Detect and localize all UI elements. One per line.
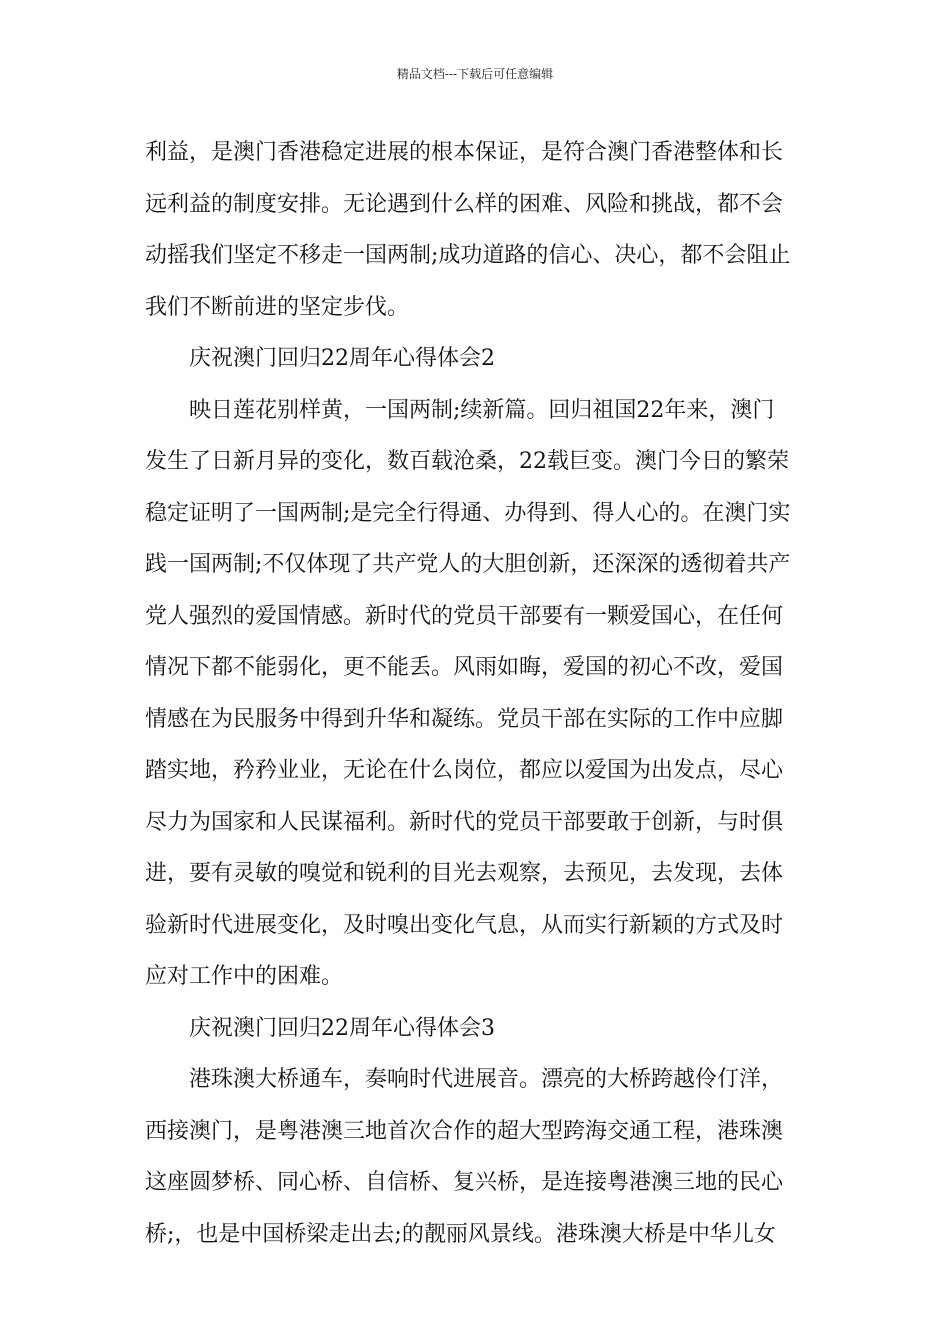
text-line: 验新时代进展变化，及时嗅出变化气息，从而实行新颖的方式及时 (145, 912, 784, 938)
text-line: 尽力为国家和人民谋福利。新时代的党员干部要敢于创新，与时俱 (145, 809, 784, 835)
text-line: 动摇我们坚定不移走一国两制;成功道路的信心、决心，都不会阻止 (145, 243, 791, 268)
text-line: 这座圆梦桥、同心桥、自信桥、复兴桥，是连接粤港澳三地的民心 (145, 1170, 784, 1195)
text-line: 应对工作中的困难。 (145, 964, 344, 989)
text-line: 稳定证明了一国两制;是完全行得通、办得到、得人心的。在澳门实 (145, 500, 791, 526)
text-line: 发生了日新月异的变化，数百载沧桑，22载巨变。澳门今日的繁荣 (145, 449, 789, 474)
text-line: 利益，是澳门香港稳定进展的根本保证，是符合澳门香港整体和长 (145, 140, 784, 165)
text-line: 踏实地，矜矜业业，无论在什么岗位，都应以爱国为出发点，尽心 (145, 758, 784, 783)
text-line: 西接澳门，是粤港澳三地首次合作的超大型跨海交通工程，港珠澳 (145, 1118, 784, 1144)
text-line: 我们不断前进的坚定步伐。 (145, 294, 410, 320)
text-line: 情感在为民服务中得到升华和凝练。党员干部在实际的工作中应脚 (145, 706, 784, 732)
text-line: 远利益的制度安排。无论遇到什么样的困难、风险和挑战，都不会 (145, 191, 784, 217)
section-heading: 庆祝澳门回归22周年心得体会2 (189, 346, 495, 371)
text-line: 映日莲花别样黄，一国两制;续新篇。回归祖国22年来，澳门 (189, 397, 775, 423)
text-line: 践一国两制;不仅体现了共产党人的大胆创新，还深深的透彻着共产 (145, 552, 791, 577)
text-line: 进，要有灵敏的嗅觉和锐利的目光去观察，去预见，去发现，去体 (145, 861, 784, 886)
text-line: 桥;，也是中国桥梁走出去;的靓丽风景线。港珠澳大桥是中华儿女 (145, 1221, 776, 1247)
text-line: 党人强烈的爱国情感。新时代的党员干部要有一颗爱国心，在任何 (145, 603, 784, 629)
page-header: 精品文档---下载后可任意编辑 (396, 67, 554, 81)
text-line: 情况下都不能弱化，更不能丢。风雨如晦，爱国的初心不改，爱国 (145, 655, 784, 680)
section-heading: 庆祝澳门回归22周年心得体会3 (189, 1015, 495, 1041)
document-body (145, 127, 807, 1260)
text-line: 港珠澳大桥通车，奏响时代进展音。漂亮的大桥跨越伶仃洋， (189, 1067, 784, 1092)
